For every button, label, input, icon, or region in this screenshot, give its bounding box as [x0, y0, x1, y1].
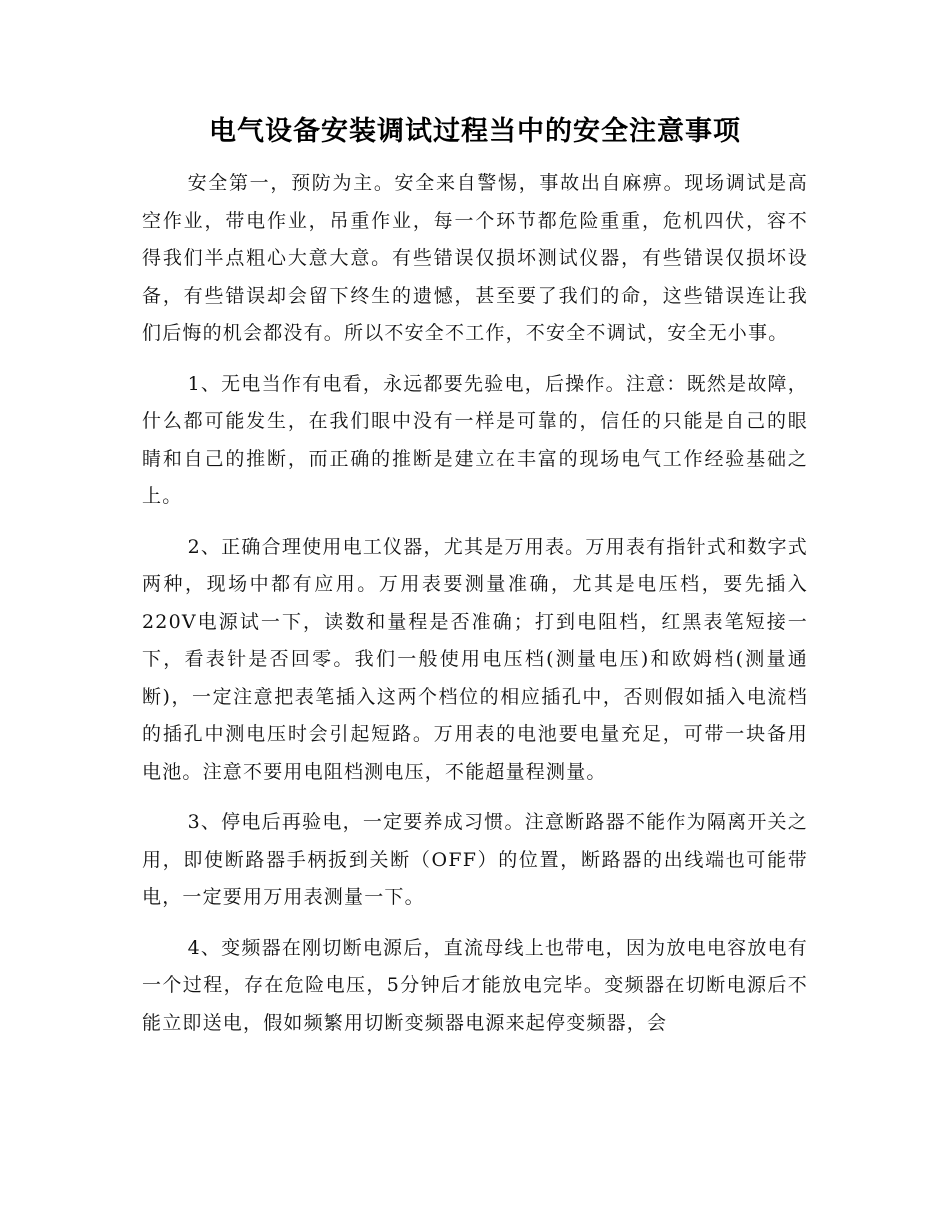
document-body	[142, 165, 808, 1055]
paragraph-item-3: 3、停电后再验电，一定要养成习惯。注意断路器不能作为隔离开关之用，即使断路器手柄扳到关断（OFF）的位置，断路器的出线端也可能带电，一定要用万用表测量一下。	[142, 811, 808, 908]
paragraph-item-2: 2、正确合理使用电工仪器，尤其是万用表。万用表有指针式和数字式两种，现场中都有应用。万用表要测量准确，尤其是电压档，要先插入220V电源试一下，读数和量程是否准确；打到电阻档，红黑表笔短接一下，看表针是否回零。我们一般使用电压档(测量电压)和欧姆档(测量通断)，一定注意把表笔插入这两个档位的相应插孔中，否则假如插入电流档的插孔中测电压时会引起短路。万用表的电池要电量充足，可带一块备用电池。注意不要用电阻档测电压，不能超量程测量。	[142, 535, 808, 783]
document-title: 电气设备安装调试过程当中的安全注意事项	[209, 116, 741, 147]
paragraph-item-4: 4、变频器在刚切断电源后，直流母线上也带电，因为放电电容放电有一个过程，存在危险电压，5分钟后才能放电完毕。变频器在切断电源后不能立即送电，假如频繁用切断变频器电源来起停变频器，会	[142, 936, 808, 1034]
paragraph-item-1: 1、无电当作有电看，永远都要先验电，后操作。注意：既然是故障，什么都可能发生，在我们眼中没有一样是可靠的，信任的只能是自己的眼睛和自己的推断，而正确的推断是建立在丰富的现场电气工作经验基础之上。	[142, 372, 808, 507]
paragraph-intro: 安全第一，预防为主。安全来自警惕，事故出自麻痹。现场调试是高空作业，带电作业，吊重作业，每一个环节都危险重重，危机四伏，容不得我们半点粗心大意大意。有些错误仅损坏测试仪器，有些错误仅损坏设备，有些错误却会留下终生的遗憾，甚至要了我们的命，这些错误连让我们后悔的机会都没有。所以不安全不工作，不安全不调试，安全无小事。	[142, 172, 808, 344]
